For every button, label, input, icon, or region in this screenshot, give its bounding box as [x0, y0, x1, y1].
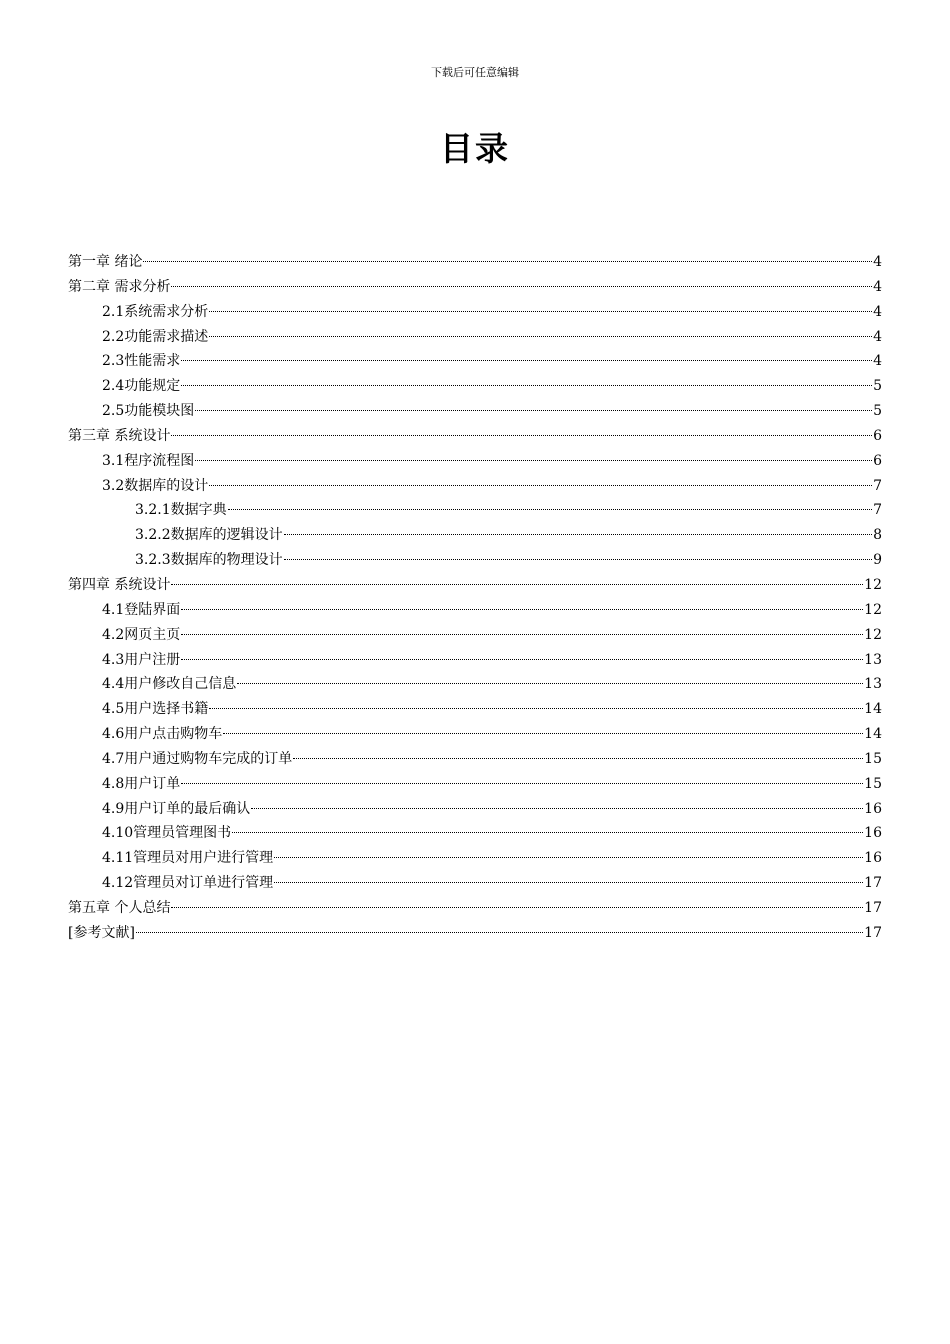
toc-entry-page: 12: [864, 601, 882, 618]
page-title: 目录: [440, 129, 510, 168]
toc-leader-dots: [181, 385, 872, 386]
toc-entry-title: 3.2.2数据库的逻辑设计: [135, 527, 283, 544]
toc-leader-dots: [209, 311, 872, 312]
toc-leader-dots: [181, 783, 863, 784]
toc-leader-dots: [195, 410, 872, 411]
toc-entry-page: 15: [864, 775, 882, 792]
toc-entry-title: 4.4用户修改自己信息: [102, 676, 237, 693]
toc-leader-dots: [181, 659, 863, 660]
toc-entry[interactable]: [68, 623, 882, 648]
toc-leader-dots: [223, 733, 863, 734]
toc-entry-page: 17: [864, 899, 882, 916]
toc-entry-page: 13: [864, 651, 882, 668]
toc-entry-title: 4.1登陆界面: [102, 601, 181, 618]
toc-entry-title: 3.1程序流程图: [102, 452, 195, 469]
toc-entry[interactable]: [68, 325, 882, 350]
toc-leader-dots: [251, 808, 863, 809]
toc-entry-page: 12: [864, 626, 882, 643]
toc-leader-dots: [284, 559, 872, 560]
toc-leader-dots: [171, 286, 872, 287]
toc-entry-title: 第四章 系统设计: [68, 576, 171, 593]
toc-entry-page: 16: [864, 850, 882, 867]
toc-entry-page: 17: [864, 875, 882, 892]
toc-entry-page: 17: [864, 924, 882, 941]
toc-entry-page: 8: [873, 527, 882, 544]
toc-entry-title: 3.2数据库的设计: [102, 477, 209, 494]
toc-entry-page: 5: [873, 403, 882, 420]
toc-entry-page: 4: [873, 353, 882, 370]
toc-entry[interactable]: [68, 374, 882, 399]
toc-entry[interactable]: [68, 896, 882, 921]
toc-entry[interactable]: [68, 846, 882, 871]
toc-leader-dots: [228, 509, 872, 510]
toc-entry[interactable]: [68, 573, 882, 598]
toc-entry-page: 15: [864, 750, 882, 767]
toc-leader-dots: [274, 882, 863, 883]
toc-entry[interactable]: [68, 772, 882, 797]
toc-entry[interactable]: [68, 300, 882, 325]
toc-entry-title: 4.7用户通过购物车完成的订单: [102, 750, 293, 767]
toc-entry-title: [参考文献]: [68, 924, 135, 941]
toc-entry[interactable]: [68, 697, 882, 722]
toc-entry-page: 4: [873, 328, 882, 345]
toc-entry-title: 2.3性能需求: [102, 353, 181, 370]
toc-leader-dots: [209, 336, 872, 337]
toc-entry-page: 16: [864, 825, 882, 842]
toc-leader-dots: [284, 534, 872, 535]
toc-entry-title: 2.4功能规定: [102, 378, 181, 395]
toc-entry-page: 16: [864, 800, 882, 817]
toc-entry-page: 5: [873, 378, 882, 395]
toc-leader-dots: [171, 907, 863, 908]
toc-leader-dots: [181, 360, 872, 361]
toc-entry[interactable]: [68, 424, 882, 449]
toc-leader-dots: [171, 584, 863, 585]
toc-leader-dots: [209, 485, 872, 486]
toc-entry-page: 13: [864, 676, 882, 693]
toc-entry[interactable]: [68, 275, 882, 300]
toc-leader-dots: [232, 832, 863, 833]
toc-leader-dots: [171, 435, 872, 436]
toc-leader-dots: [293, 758, 863, 759]
toc-entry-page: 4: [873, 303, 882, 320]
toc-entry[interactable]: [68, 498, 882, 523]
toc-entry[interactable]: [68, 399, 882, 424]
toc-entry-title: 2.5功能模块图: [102, 403, 195, 420]
toc-entry-page: 7: [873, 502, 882, 519]
toc-entry-page: 14: [864, 701, 882, 718]
toc-leader-dots: [181, 609, 863, 610]
toc-leader-dots: [237, 683, 863, 684]
toc-entry-page: 9: [873, 552, 882, 569]
toc-leader-dots: [181, 634, 863, 635]
toc-entry[interactable]: [68, 921, 882, 946]
toc-leader-dots: [136, 932, 863, 933]
toc-entry[interactable]: [68, 523, 882, 548]
toc-entry[interactable]: [68, 548, 882, 573]
toc-entry-page: 14: [864, 726, 882, 743]
toc-entry[interactable]: [68, 598, 882, 623]
toc-entry-title: 第一章 绪论: [68, 254, 143, 270]
toc-entry-title: 3.2.1数据字典: [135, 502, 227, 519]
toc-entry[interactable]: [68, 722, 882, 747]
toc-entry-title: 第五章 个人总结: [68, 899, 171, 916]
toc-entry-page: 6: [873, 427, 882, 444]
toc-leader-dots: [209, 708, 863, 709]
toc-leader-dots: [274, 857, 863, 858]
toc-entry-title: 4.10管理员管理图书: [102, 825, 232, 842]
toc-entry-title: 3.2.3数据库的物理设计: [135, 552, 283, 569]
toc-entry-title: 4.6用户点击购物车: [102, 726, 223, 743]
toc-entry[interactable]: [68, 648, 882, 673]
toc-entry[interactable]: [68, 474, 882, 499]
toc-entry[interactable]: [68, 449, 882, 474]
toc-entry-page: 12: [864, 576, 882, 593]
toc-entry-title: 4.2网页主页: [102, 626, 181, 643]
toc-entry-title: 2.2功能需求描述: [102, 328, 209, 345]
toc-entry[interactable]: [68, 747, 882, 772]
toc-entry-page: 6: [873, 452, 882, 469]
toc-entry-page: 4: [873, 278, 882, 295]
toc-leader-dots: [143, 261, 872, 262]
toc-entry-title: 2.1系统需求分析: [102, 303, 209, 320]
header-note: 下载后可任意编辑: [431, 66, 519, 79]
toc-entry-title: 4.5用户选择书籍: [102, 701, 209, 718]
toc-entry[interactable]: [68, 871, 882, 896]
toc-entry-page: 4: [873, 254, 882, 270]
toc-entry[interactable]: [68, 250, 882, 275]
toc-entry-title: 4.12管理员对订单进行管理: [102, 875, 274, 892]
toc-entry-page: 7: [873, 477, 882, 494]
toc-entry[interactable]: [68, 672, 882, 697]
table-of-contents: [68, 250, 882, 946]
toc-entry-title: 4.11管理员对用户进行管理: [102, 850, 274, 867]
toc-entry-title: 4.9用户订单的最后确认: [102, 800, 251, 817]
toc-leader-dots: [195, 460, 872, 461]
toc-entry-title: 4.3用户注册: [102, 651, 181, 668]
toc-entry-title: 第三章 系统设计: [68, 427, 171, 444]
toc-entry-title: 4.8用户订单: [102, 775, 181, 792]
toc-entry[interactable]: [68, 821, 882, 846]
toc-entry-title: 第二章 需求分析: [68, 278, 171, 295]
toc-entry[interactable]: [68, 349, 882, 374]
toc-entry[interactable]: [68, 797, 882, 822]
